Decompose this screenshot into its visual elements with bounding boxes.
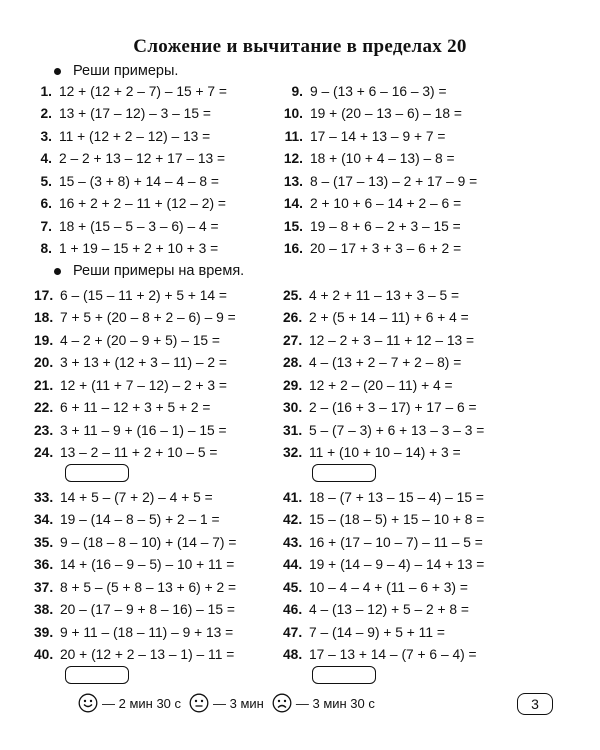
time-answer-box-3[interactable] xyxy=(65,666,129,684)
exercise-number: 11. xyxy=(284,128,303,144)
exercise-expression: 2 – 2 + 13 – 12 + 17 – 13 = xyxy=(59,151,226,167)
exercise-expression: 18 + (15 – 5 – 3 – 6) – 4 = xyxy=(59,218,219,234)
exercise-number: 34. xyxy=(34,512,54,528)
exercise-row xyxy=(34,554,284,577)
exercise-expression: 17 – 13 + 14 – (7 + 6 – 4) = xyxy=(309,647,477,663)
timing-text-medium: — 3 мин xyxy=(213,695,264,711)
exercise-expression: 20 + (12 + 2 – 13 – 1) – 11 = xyxy=(60,647,235,663)
exercise-expression: 4 – (13 + 2 – 7 + 2 – 8) = xyxy=(309,355,462,371)
exercise-number: 27. xyxy=(283,332,303,348)
exercise-row xyxy=(283,509,533,532)
timing-text-slow: — 3 мин 30 с xyxy=(295,695,375,711)
exercise-expression: 6 – (15 – 11 + 2) + 5 + 14 = xyxy=(60,287,227,303)
exercise-number: 12. xyxy=(283,151,303,167)
exercise-row xyxy=(283,307,533,330)
exercise-number: 28. xyxy=(283,355,303,371)
smiley-sad-icon xyxy=(272,693,292,713)
exercise-expression: 2 + 10 + 6 – 14 + 2 – 6 = xyxy=(310,196,462,212)
exercise-row xyxy=(278,103,528,126)
exercise-expression: 20 – (17 – 9 + 8 – 16) – 15 = xyxy=(60,602,235,618)
exercise-number: 8. xyxy=(40,241,52,257)
exercise-row xyxy=(283,329,533,352)
task-2-block-2-right-column xyxy=(283,486,533,666)
exercise-row xyxy=(28,148,278,171)
timing-item-medium xyxy=(189,693,264,713)
exercise-expression: 2 – (16 + 3 – 17) + 17 – 6 = xyxy=(309,400,477,416)
timing-legend xyxy=(78,693,383,713)
exercise-row xyxy=(34,531,284,554)
exercise-row xyxy=(28,80,278,103)
exercise-row xyxy=(34,397,284,420)
task-2-label: Реши примеры на время. xyxy=(73,263,245,279)
exercise-number: 44. xyxy=(283,557,303,573)
exercise-row xyxy=(283,621,533,644)
exercise-row xyxy=(283,576,533,599)
exercise-expression: 18 – (7 + 13 – 15 – 4) – 15 = xyxy=(309,489,484,505)
exercise-row xyxy=(283,442,533,465)
time-answer-box-4[interactable] xyxy=(312,666,376,684)
smiley-happy-icon xyxy=(78,693,98,713)
exercise-number: 31. xyxy=(283,422,303,438)
exercise-row xyxy=(278,80,528,103)
exercise-expression: 19 – (14 – 8 – 5) + 2 – 1 = xyxy=(60,512,220,528)
exercise-number: 39. xyxy=(34,624,54,640)
exercise-number: 26. xyxy=(283,310,303,326)
exercise-row xyxy=(34,352,284,375)
exercise-row xyxy=(283,599,533,622)
exercise-number: 45. xyxy=(283,579,303,595)
task-1-label: Реши примеры. xyxy=(73,63,179,79)
exercise-number: 22. xyxy=(34,400,54,416)
exercise-expression: 4 – 2 + (20 – 9 + 5) – 15 = xyxy=(60,332,220,348)
exercise-number: 43. xyxy=(283,534,303,550)
exercise-row xyxy=(28,215,278,238)
exercise-row xyxy=(283,554,533,577)
exercise-expression: 19 + (20 – 13 – 6) – 18 = xyxy=(310,106,462,122)
exercise-row xyxy=(283,531,533,554)
page-number: 3 xyxy=(517,693,553,715)
exercise-expression: 6 + 11 – 12 + 3 + 5 + 2 = xyxy=(60,400,211,416)
exercise-number: 2. xyxy=(40,106,52,122)
exercise-row xyxy=(283,397,533,420)
exercise-number: 9. xyxy=(291,83,303,99)
exercise-row xyxy=(283,419,533,442)
exercise-expression: 3 + 11 – 9 + (16 – 1) – 15 = xyxy=(60,422,227,438)
time-answer-box-2[interactable] xyxy=(312,464,376,482)
task-1-left-column xyxy=(28,80,278,260)
exercise-number: 35. xyxy=(34,534,54,550)
exercise-row xyxy=(278,125,528,148)
exercise-row xyxy=(28,238,278,261)
exercise-expression: 12 – 2 + 3 – 11 + 12 – 13 = xyxy=(309,332,475,348)
exercise-expression: 12 + (11 + 7 – 12) – 2 + 3 = xyxy=(60,377,227,393)
exercise-row xyxy=(34,599,284,622)
task-2-block-1-left-column xyxy=(34,284,284,464)
exercise-number: 41. xyxy=(283,489,303,505)
exercise-row xyxy=(34,284,284,307)
exercise-number: 29. xyxy=(283,377,303,393)
exercise-row xyxy=(34,621,284,644)
exercise-number: 6. xyxy=(40,196,52,212)
exercise-expression: 4 + 2 + 11 – 13 + 3 – 5 = xyxy=(309,287,460,303)
exercise-row xyxy=(34,644,284,667)
timing-text-fast: — 2 мин 30 с xyxy=(102,695,182,711)
exercise-number: 48. xyxy=(283,647,303,663)
task-2-heading xyxy=(54,263,244,279)
exercise-expression: 12 + 2 – (20 – 11) + 4 = xyxy=(309,377,453,393)
exercise-number: 15. xyxy=(283,218,303,234)
exercise-expression: 11 + (10 + 10 – 14) + 3 = xyxy=(309,445,461,461)
exercise-number: 4. xyxy=(40,151,52,167)
exercise-row xyxy=(278,148,528,171)
exercise-expression: 5 – (7 – 3) + 6 + 13 – 3 – 3 = xyxy=(309,422,485,438)
exercise-expression: 9 – (13 + 6 – 16 – 3) = xyxy=(310,83,447,99)
exercise-expression: 9 – (18 – 8 – 10) + (14 – 7) = xyxy=(60,534,237,550)
exercise-expression: 16 + (17 – 10 – 7) – 11 – 5 = xyxy=(309,534,483,550)
exercise-row xyxy=(28,193,278,216)
exercise-row xyxy=(34,509,284,532)
exercise-number: 21. xyxy=(34,377,54,393)
exercise-row xyxy=(283,284,533,307)
exercise-number: 38. xyxy=(34,602,54,618)
task-1-heading xyxy=(54,63,178,79)
exercise-number: 37. xyxy=(34,579,54,595)
exercise-row xyxy=(278,170,528,193)
bullet-icon xyxy=(54,68,61,75)
exercise-number: 25. xyxy=(283,287,303,303)
exercise-number: 16. xyxy=(283,241,303,257)
exercise-number: 10. xyxy=(283,106,303,122)
exercise-expression: 19 + (14 – 9 – 4) – 14 + 13 = xyxy=(309,557,485,573)
exercise-number: 19. xyxy=(34,332,54,348)
exercise-number: 14. xyxy=(283,196,303,212)
page-title: Сложение и вычитание в пределах 20 xyxy=(133,36,467,57)
exercise-row xyxy=(34,419,284,442)
exercise-row xyxy=(283,644,533,667)
exercise-number: 18. xyxy=(34,310,54,326)
exercise-number: 23. xyxy=(34,422,54,438)
exercise-row xyxy=(34,307,284,330)
timing-item-fast xyxy=(78,693,181,713)
exercise-number: 5. xyxy=(40,173,52,189)
exercise-row xyxy=(28,103,278,126)
smiley-neutral-icon xyxy=(189,693,209,713)
exercise-number: 36. xyxy=(34,557,54,573)
exercise-number: 46. xyxy=(283,602,303,618)
time-answer-box-1[interactable] xyxy=(65,464,129,482)
exercise-number: 17. xyxy=(34,287,54,303)
exercise-expression: 14 + 5 – (7 + 2) – 4 + 5 = xyxy=(60,489,213,505)
exercise-expression: 20 – 17 + 3 + 3 – 6 + 2 = xyxy=(310,241,462,257)
exercise-number: 33. xyxy=(34,489,54,505)
exercise-expression: 16 + 2 + 2 – 11 + (12 – 2) = xyxy=(59,196,226,212)
exercise-expression: 19 – 8 + 6 – 2 + 3 – 15 = xyxy=(310,218,461,234)
bullet-icon xyxy=(54,268,61,275)
exercise-expression: 4 – (13 – 12) + 5 – 2 + 8 = xyxy=(309,602,469,618)
exercise-expression: 12 + (12 + 2 – 7) – 15 + 7 = xyxy=(59,83,227,99)
exercise-number: 24. xyxy=(34,445,54,461)
exercise-number: 13. xyxy=(283,173,303,189)
exercise-number: 42. xyxy=(283,512,303,528)
exercise-expression: 15 – (3 + 8) + 14 – 4 – 8 = xyxy=(59,173,219,189)
exercise-row xyxy=(34,486,284,509)
task-2-block-1-right-column xyxy=(283,284,533,464)
exercise-expression: 13 – 2 – 11 + 2 + 10 – 5 = xyxy=(60,445,218,461)
exercise-number: 30. xyxy=(283,400,303,416)
exercise-expression: 7 + 5 + (20 – 8 + 2 – 6) – 9 = xyxy=(60,310,236,326)
exercise-row xyxy=(283,374,533,397)
exercise-number: 32. xyxy=(283,445,303,461)
exercise-row xyxy=(34,329,284,352)
exercise-expression: 15 – (18 – 5) + 15 – 10 + 8 = xyxy=(309,512,485,528)
exercise-number: 3. xyxy=(40,128,52,144)
exercise-row xyxy=(34,442,284,465)
exercise-expression: 8 + 5 – (5 + 8 – 13 + 6) + 2 = xyxy=(60,579,237,595)
timing-item-slow xyxy=(272,693,375,713)
exercise-expression: 2 + (5 + 14 – 11) + 6 + 4 = xyxy=(309,310,469,326)
exercise-row xyxy=(278,215,528,238)
exercise-number: 1. xyxy=(40,83,52,99)
exercise-expression: 10 – 4 – 4 + (11 – 6 + 3) = xyxy=(309,579,468,595)
exercise-row xyxy=(278,238,528,261)
task-1-right-column xyxy=(278,80,528,260)
exercise-expression: 8 – (17 – 13) – 2 + 17 – 9 = xyxy=(310,173,478,189)
task-2-block-2-left-column xyxy=(34,486,284,666)
exercise-expression: 7 – (14 – 9) + 5 + 11 = xyxy=(309,624,445,640)
exercise-row xyxy=(28,125,278,148)
exercise-expression: 9 + 11 – (18 – 11) – 9 + 13 = xyxy=(60,624,234,640)
exercise-expression: 17 – 14 + 13 – 9 + 7 = xyxy=(310,128,446,144)
exercise-row xyxy=(283,352,533,375)
exercise-expression: 18 + (10 + 4 – 13) – 8 = xyxy=(310,151,455,167)
exercise-number: 47. xyxy=(283,624,303,640)
exercise-row xyxy=(278,193,528,216)
exercise-row xyxy=(28,170,278,193)
exercise-number: 40. xyxy=(34,647,54,663)
exercise-expression: 1 + 19 – 15 + 2 + 10 + 3 = xyxy=(59,241,219,257)
exercise-row xyxy=(283,486,533,509)
exercise-number: 7. xyxy=(40,218,52,234)
exercise-number: 20. xyxy=(34,355,54,371)
exercise-expression: 14 + (16 – 9 – 5) – 10 + 11 = xyxy=(60,557,235,573)
exercise-expression: 11 + (12 + 2 – 12) – 13 = xyxy=(59,128,211,144)
exercise-expression: 3 + 13 + (12 + 3 – 11) – 2 = xyxy=(60,355,227,371)
exercise-row xyxy=(34,576,284,599)
exercise-expression: 13 + (17 – 12) – 3 – 15 = xyxy=(59,106,211,122)
exercise-row xyxy=(34,374,284,397)
